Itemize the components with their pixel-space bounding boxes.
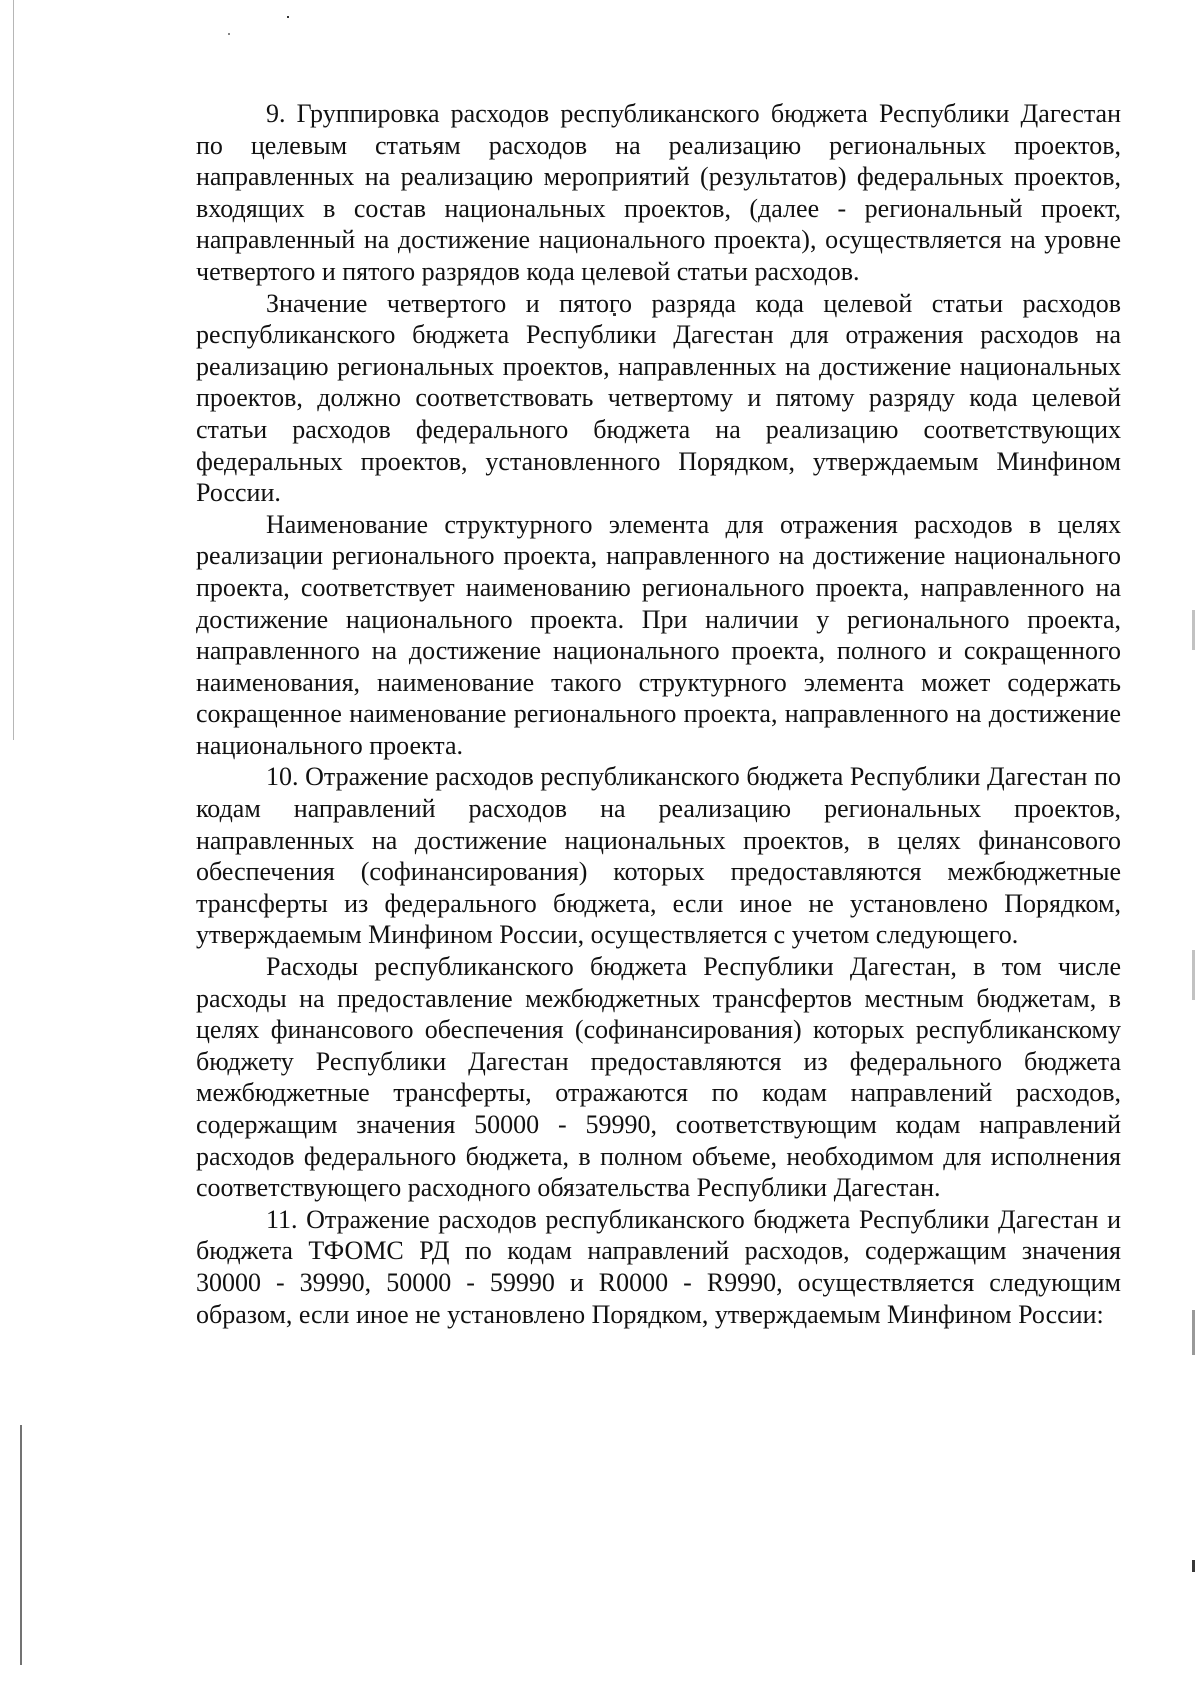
scan-speck [287, 16, 289, 18]
scan-edge-mark [1192, 950, 1195, 1000]
scan-edge-mark [1192, 1310, 1195, 1355]
paragraph-digit-value: Значение четвертого и пятого разряда кода целевой статьи расходов республиканского бюджета Республики Дагестан для отражения расходов на реализацию региональных проектов, направленных на достижение национальных проектов, должно соответствовать четвертому и пятому разряду кода целевой статьи расходов федерального бюджета на реализацию соответствующих федеральных проектов, установленного Порядком, утверждаемым Минфином России. [196, 288, 1121, 508]
scan-speck [228, 33, 230, 35]
scan-edge-mark [1192, 610, 1195, 650]
paragraph-expenses: Расходы республиканского бюджета Республики Дагестан, в том числе расходы на предоставление межбюджетных трансфертов местным бюджетам, в целях финансового обеспечения (софинансирования) которых республиканскому бюджету Республики Дагестан предоставляются из федерального бюджета межбюджетные трансферты, отражаются по кодам направлений расходов, содержащим значения 50000 - 59990, соответствующим кодам направлений расходов федерального бюджета, в полном объеме, необходимом для исполнения соответствующего расходного обязательства Республики Дагестан. [196, 952, 1121, 1203]
document-body [196, 98, 1121, 1330]
scan-edge-mark [1192, 1560, 1195, 1572]
scan-edge-line [13, 0, 14, 740]
paragraph-10: 10. Отражение расходов республиканского бюджета Республики Дагестан по кодам направлений расходов на реализацию региональных проектов, направленных на достижение национальных проектов, в целях финансового обеспечения (софинансирования) которых предоставляются межбюджетные трансферты из федерального бюджета, если иное не установлено Порядком, утверждаемым Минфином России, осуществляется с учетом следующего. [196, 762, 1121, 950]
paragraph-element-name: Наименование структурного элемента для отражения расходов в целях реализации регионального проекта, направленного на достижение национального проекта, соответствует наименованию регионального проекта, направленного на достижение национального проекта. При наличии у регионального проекта, направленного на достижение национального проекта, полного и сокращенного наименования, наименование такого структурного элемента может содержать сокращенное наименование регионального проекта, направленного на достижение национального проекта. [196, 509, 1121, 760]
paragraph-9: 9. Группировка расходов республиканского бюджета Республики Дагестан по целевым статьям расходов на реализацию региональных проектов, направленных на реализацию мероприятий (результатов) федеральных проектов, входящих в состав национальных проектов, (далее - региональный проект, направленный на достижение национального проекта), осуществляется на уровне четвертого и пятого разрядов кода целевой статьи расходов. [196, 99, 1121, 286]
scan-edge-line-lower [20, 1425, 22, 1665]
paragraph-11: 11. Отражение расходов республиканского бюджета Республики Дагестан и бюджета ТФОМС РД по кодам направлений расходов, содержащим значения 30000 - 39990, 50000 - 59990 и R0000 - R9990, осуществляется следующим образом, если иное не установлено Порядком, утверждаемым Минфином России: [196, 1204, 1121, 1329]
